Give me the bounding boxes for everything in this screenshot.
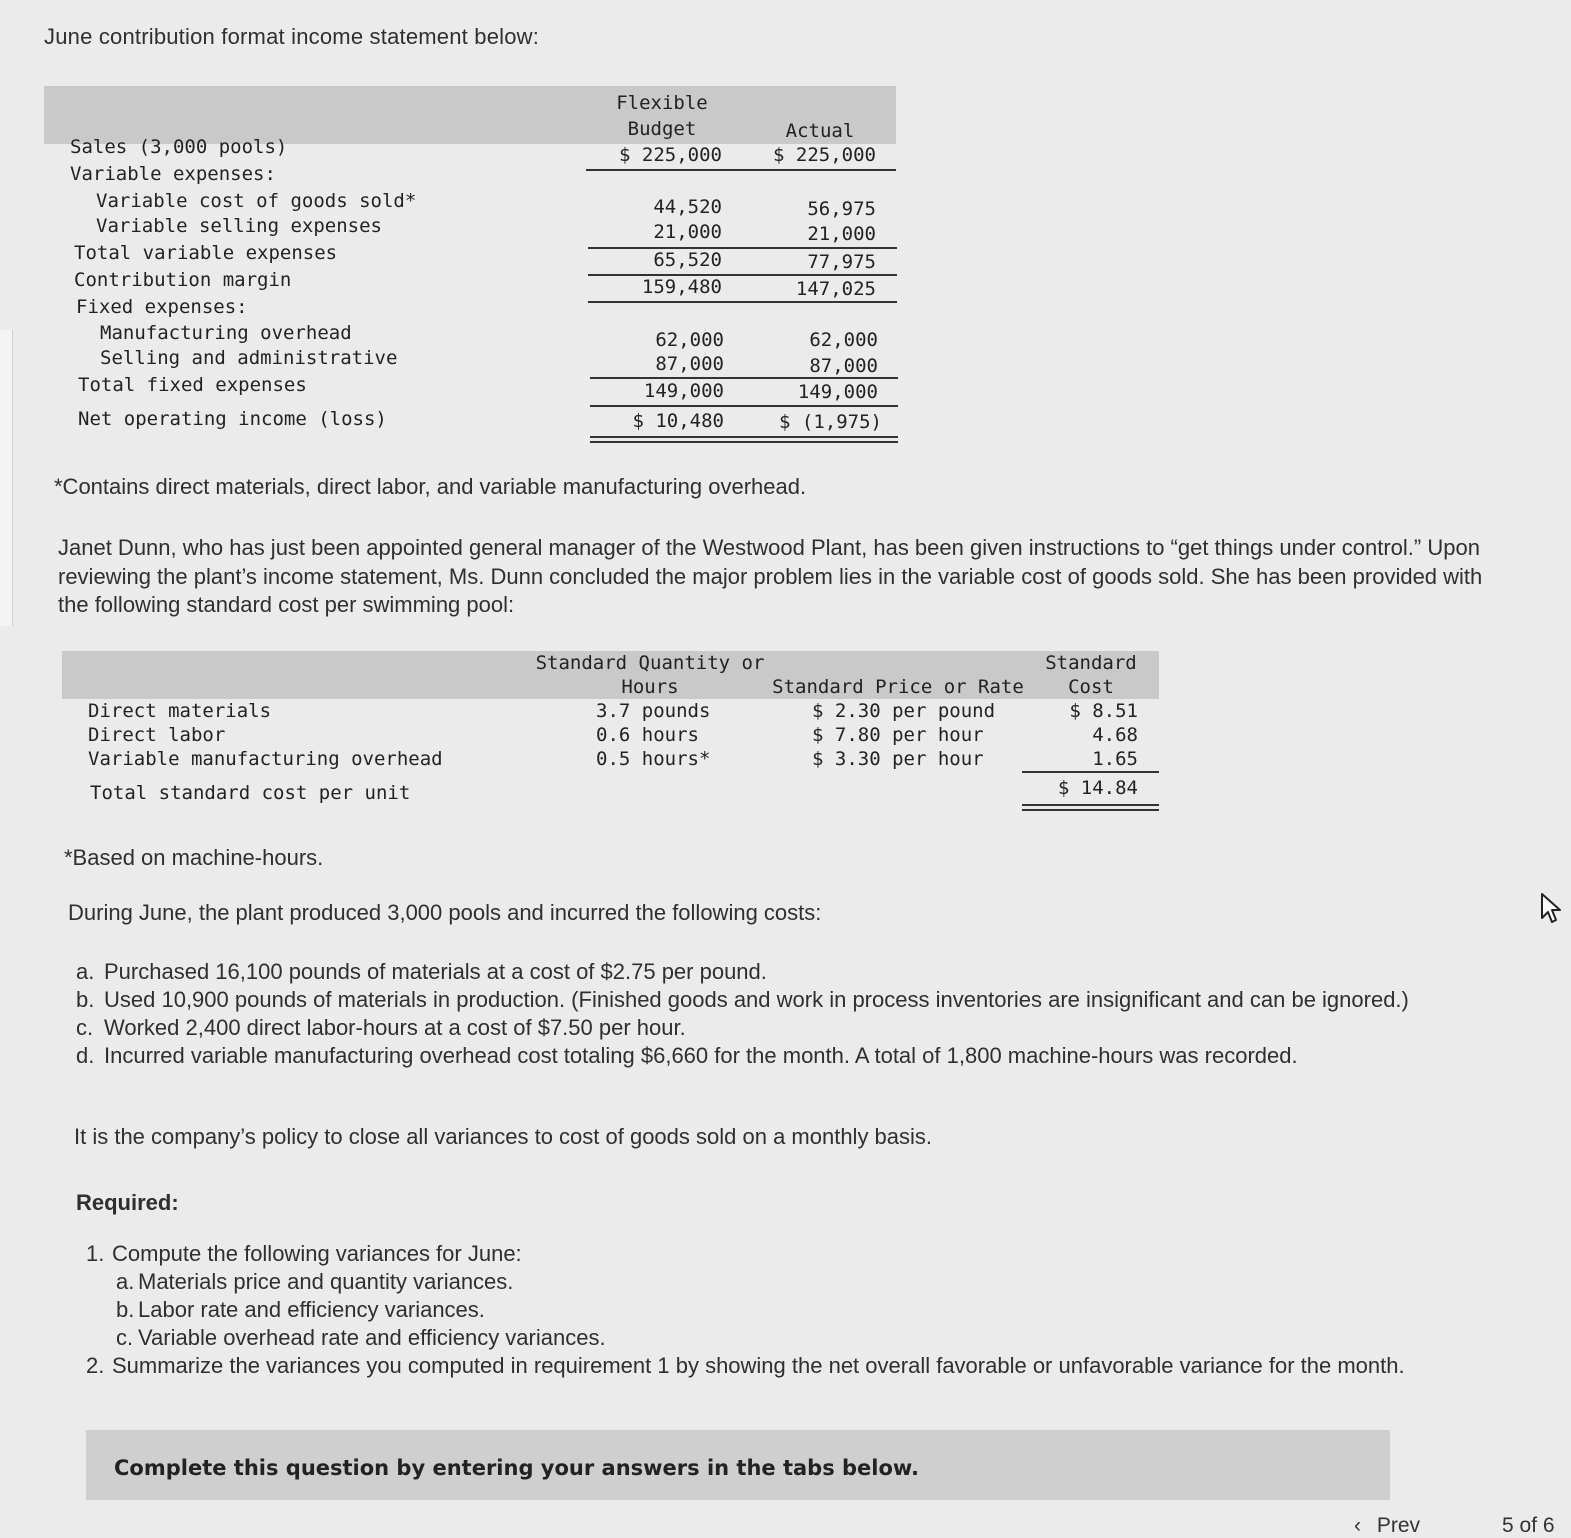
actual-value: 56,975 — [807, 198, 876, 220]
col-header-quantity: Standard Quantity or — [535, 652, 765, 674]
list-item: 1. Compute the following variances for June: — [86, 1241, 522, 1266]
col-header-hours: Hours — [621, 676, 679, 698]
row-label: Direct materials — [88, 700, 272, 722]
actual-value: $ 225,000 — [773, 144, 876, 166]
complete-question-banner — [86, 1430, 1390, 1500]
intro-text: June contribution format income statement below: — [44, 24, 540, 49]
chevron-left-icon: ‹ — [1354, 1514, 1361, 1537]
quantity-value: 3.7 pounds — [596, 700, 711, 722]
footnote-machine-hours: *Based on machine-hours. — [64, 845, 324, 870]
required-heading: Required: — [76, 1190, 179, 1215]
col-header-flexible: Flexible — [616, 92, 708, 114]
total-standard-cost-value: $ 14.84 — [1057, 777, 1138, 799]
budget-value: $ 10,480 — [632, 410, 724, 432]
row-label: Variable expenses: — [70, 163, 276, 185]
list-item: b. Used 10,900 pounds of materials in production. (Finished goods and work in process inventories are insignificant and can be ignored.) — [76, 987, 1409, 1012]
total-standard-cost-label: Total standard cost per unit — [90, 782, 411, 804]
budget-value: 44,520 — [653, 196, 722, 218]
actual-value: 147,025 — [795, 278, 876, 300]
quantity-value: 0.6 hours — [596, 724, 699, 746]
mouse-pointer-icon — [1540, 892, 1564, 924]
requirements-list — [86, 1240, 1486, 1380]
budget-value: $ 225,000 — [619, 144, 722, 166]
cost-value: $ 8.51 — [1069, 700, 1138, 722]
list-item: c. Worked 2,400 direct labor-hours at a cost of $7.50 per hour. — [76, 1015, 686, 1040]
actual-value: 62,000 — [809, 329, 878, 351]
budget-value: 159,480 — [641, 276, 722, 298]
list-item: b. Labor rate and efficiency variances. — [116, 1297, 485, 1322]
price-value: $ 2.30 per pound — [812, 700, 996, 722]
list-item: c. Variable overhead rate and efficiency variances. — [116, 1325, 606, 1350]
page-indicator: 5 of 6 — [1502, 1514, 1555, 1537]
row-label: Net operating income (loss) — [78, 408, 387, 430]
cost-value: 4.68 — [1092, 724, 1138, 746]
row-label: Total variable expenses — [74, 242, 338, 264]
footnote-cogs: *Contains direct materials, direct labor, and variable manufacturing overhead. — [54, 474, 807, 499]
budget-value: 149,000 — [643, 380, 724, 402]
price-value: $ 7.80 per hour — [812, 724, 984, 746]
row-label: Manufacturing overhead — [100, 322, 352, 344]
col-header-cost: Cost — [1068, 676, 1114, 698]
col-header-price: Standard Price or Rate — [772, 676, 1024, 698]
budget-value: 65,520 — [653, 249, 722, 271]
complete-question-text: Complete this question by entering your answers in the tabs below. — [114, 1456, 919, 1480]
list-item: d. Incurred variable manufacturing overhead cost totaling $6,660 for the month. A total of 1,800 machine-hours was recorded. — [76, 1043, 1298, 1068]
budget-value: 87,000 — [655, 353, 724, 375]
actual-value: 149,000 — [797, 381, 878, 403]
costs-intro: During June, the plant produced 3,000 pools and incurred the following costs: — [68, 900, 822, 925]
list-item: a. Purchased 16,100 pounds of materials at a cost of $2.75 per pound. — [76, 959, 767, 984]
row-label: Contribution margin — [74, 269, 292, 291]
actual-value: $ (1,975) — [779, 411, 882, 433]
row-label: Variable cost of goods sold* — [96, 190, 417, 212]
col-header-actual: Actual — [785, 120, 855, 142]
row-label: Total fixed expenses — [78, 374, 307, 396]
row-label: Selling and administrative — [100, 347, 398, 369]
list-item: a. Materials price and quantity variances. — [116, 1269, 514, 1294]
col-header-budget: Budget — [627, 118, 697, 140]
list-item: 2. Summarize the variances you computed in requirement 1 by showing the net overall favorable or unfavorable variance for the month. — [86, 1353, 1405, 1378]
price-value: $ 3.30 per hour — [812, 748, 984, 770]
budget-value: 62,000 — [655, 329, 724, 351]
costs-list — [76, 958, 1476, 1070]
actual-value: 21,000 — [807, 223, 876, 245]
actual-value: 87,000 — [809, 355, 878, 377]
row-label: Direct labor — [88, 724, 226, 746]
policy-text: It is the company’s policy to close all variances to cost of goods sold on a monthly basis. — [74, 1124, 933, 1149]
page-edge — [0, 330, 13, 626]
prev-button[interactable]: ‹ Prev — [1354, 1514, 1421, 1537]
col-header-standard: Standard — [1045, 652, 1137, 674]
actual-value: 77,975 — [807, 251, 876, 273]
quantity-value: 0.5 hours* — [596, 748, 711, 770]
row-label: Sales (3,000 pools) — [70, 136, 288, 158]
row-label: Variable selling expenses — [96, 215, 382, 237]
row-label: Fixed expenses: — [76, 296, 248, 318]
cost-value: 1.65 — [1092, 748, 1138, 770]
manager-paragraph: Janet Dunn, who has just been appointed general manager of the Westwood Plant, has been given instructions to “get things under control.” Upon reviewing the plant’s income statement, Ms. Dunn concluded the major problem lies in the variable cost of goods sold. She has been provided with the following standard cost per swimming pool: — [58, 535, 1483, 617]
row-label: Variable manufacturing overhead — [88, 748, 443, 770]
budget-value: 21,000 — [653, 221, 722, 243]
